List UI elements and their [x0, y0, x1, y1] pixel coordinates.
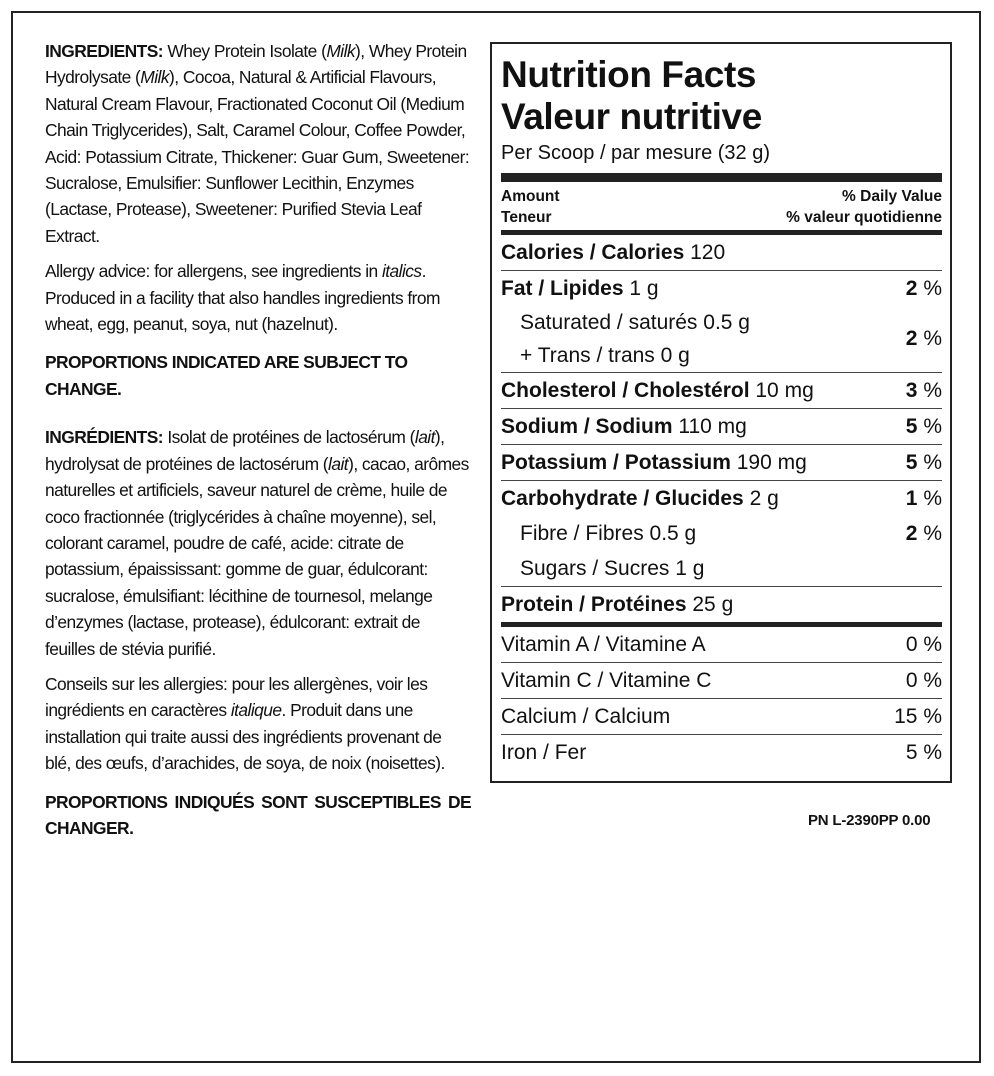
fat-label: Fat / Lipides [501, 277, 624, 300]
allergen-italic: Milk [140, 67, 170, 88]
proportions-fr: PROPORTIONS INDIQUÉS SONT SUSCEPTIBLES DE CHANGER. [45, 791, 471, 838]
allergy-fr-italic: italique [230, 700, 282, 721]
cholesterol-row [501, 373, 942, 408]
ingredients-en-heading: INGREDIENTS: [45, 41, 164, 61]
pct-sign: % [917, 451, 942, 474]
cholesterol-pct: 3 [905, 379, 918, 402]
nutrition-facts-panel [490, 42, 952, 783]
daily-value-en: % Daily Value [842, 188, 942, 205]
pct-sign: % [917, 415, 942, 438]
carbohydrate-row [501, 481, 942, 516]
pct-sign: % [917, 277, 942, 300]
fibre-row [501, 516, 942, 551]
protein-label: Protein / Protéines [501, 593, 687, 616]
ingredients-fr-text: Isolat de protéines de lactosérum ( [163, 427, 415, 448]
pct-sign: % [917, 487, 942, 510]
fat-pct: 2 [905, 277, 918, 300]
allergen-italic: lait [328, 453, 349, 474]
trans-fat: + Trans / trans 0 g [520, 344, 690, 367]
vitamin-c-label: Vitamin C / Vitamine C [501, 669, 712, 692]
protein-value: 25 g [686, 593, 734, 616]
carbohydrate-label: Carbohydrate / Glucides [501, 487, 744, 510]
vitamin-a-pct: 0 % [905, 633, 942, 656]
ingredients-en-text: Whey Protein Isolate ( [163, 41, 327, 61]
proportions-en: PROPORTIONS INDICATED ARE SUBJECT TO CHANGE. [45, 352, 408, 399]
pct-sign: % [917, 327, 942, 350]
allergy-advice-en [45, 258, 471, 337]
ingredients-en [45, 38, 471, 249]
fibre-pct: 2 [905, 522, 918, 545]
ingredients-fr [45, 424, 471, 662]
allergen-italic: Milk [326, 41, 356, 61]
allergy-en-text: . Produced in a facility that also handles ingredients from wheat, egg, peanut, soya, nut (hazelnut). [45, 261, 440, 335]
iron-row [501, 735, 942, 770]
allergy-advice-fr [45, 671, 471, 777]
serving-size: Per Scoop / par mesure (32 g) [501, 142, 771, 164]
vitamin-c-pct: 0 % [905, 669, 942, 692]
ingredients-fr-text: ), hydrolysat de protéines de lactosérum ( [45, 427, 445, 474]
amount-en: Amount [501, 188, 560, 205]
potassium-value: 190 mg [730, 451, 807, 474]
ingredients-en-text: ), Whey Protein Hydrolysate ( [45, 41, 467, 88]
vitamin-a-label: Vitamin A / Vitamine A [501, 633, 706, 656]
sat-trans-row [501, 306, 942, 372]
cholesterol-label: Cholesterol / Cholestérol [501, 379, 750, 402]
allergy-en-italic: italics [381, 261, 422, 282]
calcium-label: Calcium / Calcium [501, 705, 671, 728]
daily-value-fr: % valeur quotidienne [786, 209, 942, 226]
carbohydrate-value: 2 g [743, 487, 779, 510]
fat-row [501, 271, 942, 306]
thick-divider [501, 173, 942, 182]
vitamin-c-row [501, 663, 942, 698]
ingredients-column [45, 38, 471, 841]
calcium-row [501, 699, 942, 734]
sodium-row [501, 409, 942, 444]
allergy-en-text: Allergy advice: for allergens, see ingredients in [45, 261, 382, 282]
ingredients-fr-text: ), cacao, arômes naturelles et artificiels, saveur naturel de crème, huile de coco fractionnée (triglycérides à chaîne moyenne), sel, colorant caramel, poudre de café, acide: citrate de potassium, épaississant: gomme de guar, édulcorant: sucralose, émulsifiant: lécithine de tournesol, melange d’enzymes (lactase, protease), édulcorant: extrait de feuilles de stévia purifié. [45, 453, 469, 659]
nutrition-title-fr: Valeur nutritive [501, 96, 762, 137]
sodium-pct: 5 [905, 415, 918, 438]
allergen-italic: lait [414, 427, 435, 448]
calcium-pct: 15 % [894, 705, 942, 728]
vitamin-a-row [501, 627, 942, 662]
calories-value: 120 [684, 241, 726, 264]
ingredients-en-text: ), Cocoa, Natural & Artificial Flavours, Natural Cream Flavour, Fractionated Coconut Oil (Medium Chain Triglycerides), Salt, Caramel Colour, Coffee Powder, Acid: Potassium Citrate, Thickener: Guar Gum, Sweetener: Sucralose, Emulsifier: Sunflower Lecithin, Enzymes (Lactase, Protease), Sweetener: Purified Stevia Leaf Extract. [45, 67, 470, 246]
sat-trans-pct: 2 [905, 327, 918, 350]
fibre-label: Fibre / Fibres 0.5 g [520, 522, 697, 545]
iron-pct: 5 % [905, 741, 942, 764]
nutrition-title-en: Nutrition Facts [501, 54, 757, 95]
column-header [501, 182, 942, 230]
pct-sign: % [917, 379, 942, 402]
potassium-label: Potassium / Potassium [501, 451, 731, 474]
protein-row [501, 587, 942, 622]
calories-label: Calories / Calories [501, 241, 685, 264]
cholesterol-value: 10 mg [749, 379, 814, 402]
calories-row [501, 235, 942, 270]
potassium-row [501, 445, 942, 480]
fat-value: 1 g [623, 277, 659, 300]
ingredients-fr-heading: INGRÉDIENTS: [45, 427, 164, 448]
saturated-fat: Saturated / saturés 0.5 g [520, 311, 750, 334]
iron-label: Iron / Fer [501, 741, 587, 764]
sugars-row [501, 551, 942, 586]
pct-sign: % [917, 522, 942, 545]
allergy-fr-text: . Produit dans une installation qui traite aussi des ingrédients provenant de blé, des œufs, d’arachides, de soya, de noix (noisettes). [45, 700, 445, 774]
nutrition-title [501, 54, 942, 138]
allergy-fr-text: Conseils sur les allergies: pour les allergènes, voir les ingrédients en caractères [45, 673, 428, 721]
potassium-pct: 5 [905, 451, 918, 474]
amount-fr: Teneur [501, 209, 552, 226]
sodium-label: Sodium / Sodium [501, 415, 673, 438]
sugars-label: Sugars / Sucres 1 g [520, 557, 705, 580]
sodium-value: 110 mg [672, 415, 747, 438]
part-number: PN L-2390PP 0.00 [808, 812, 931, 829]
carbohydrate-pct: 1 [905, 487, 918, 510]
